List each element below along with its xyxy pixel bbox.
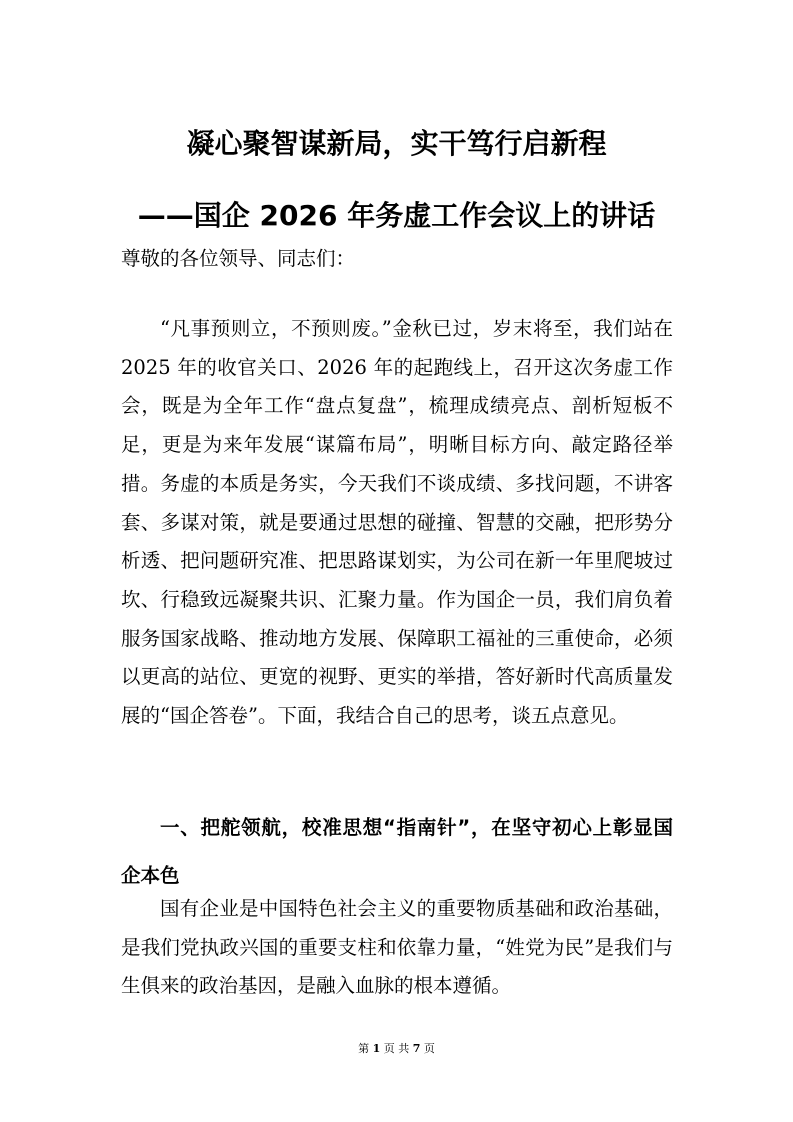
paragraph-section-1: 国有企业是中国特色社会主义的重要物质基础和政治基础，是我们党执政兴国的重要支柱和依靠力量，“姓党为民”是我们与生俱来的政治基因，是融入血脉的根本遵循。: [121, 897, 673, 997]
footer-total-pages: 7: [412, 1042, 421, 1055]
paragraph-intro: “凡事预则立，不预则废。”金秋已过，岁末将至，我们站在 2025 年的收官关口、2026 年的起跑线上，召开这次务虚工作会，既是为全年工作“盘点复盘”，梳理成绩亮点、剖析短板不足，更是为来年发展“谋篇布局”，明晰目标方向、敲定路径举措。务虚的本质是务实，今天我们不谈成绩、多找问题，不讲客套、多谋对策，就是要通过思想的碰撞、智慧的交融，把形势分析透、把问题研究准、把思路谋划实，为公司在新一年里爬坡过坎、行稳致远凝聚共识、汇聚力量。作为国企一员，我们肩负着服务国家战略、推动地方发展、保障职工福祉的三重使命，必须以更高的站位、更宽的视野、更实的举措，答好新时代高质量发展的“国企答卷”。下面，我结合自己的思考，谈五点意见。: [121, 317, 673, 728]
footer-middle: 页 共: [380, 1042, 413, 1055]
page-footer: [0, 1042, 793, 1056]
footer-prefix: 第: [358, 1042, 373, 1055]
salutation: 尊敬的各位领导、同志们：: [121, 247, 356, 270]
footer-page-number: 1: [372, 1042, 381, 1055]
footer-suffix: 页: [420, 1042, 435, 1055]
document-subtitle: ——国企 2026 年务虚工作会议上的讲话: [137, 199, 656, 232]
document-title: 凝心聚智谋新局，实干笃行启新程: [186, 127, 607, 160]
section-heading-1: 一、把舵领航，校准思想“指南针”，在坚守初心上彰显国企本色: [121, 816, 673, 887]
